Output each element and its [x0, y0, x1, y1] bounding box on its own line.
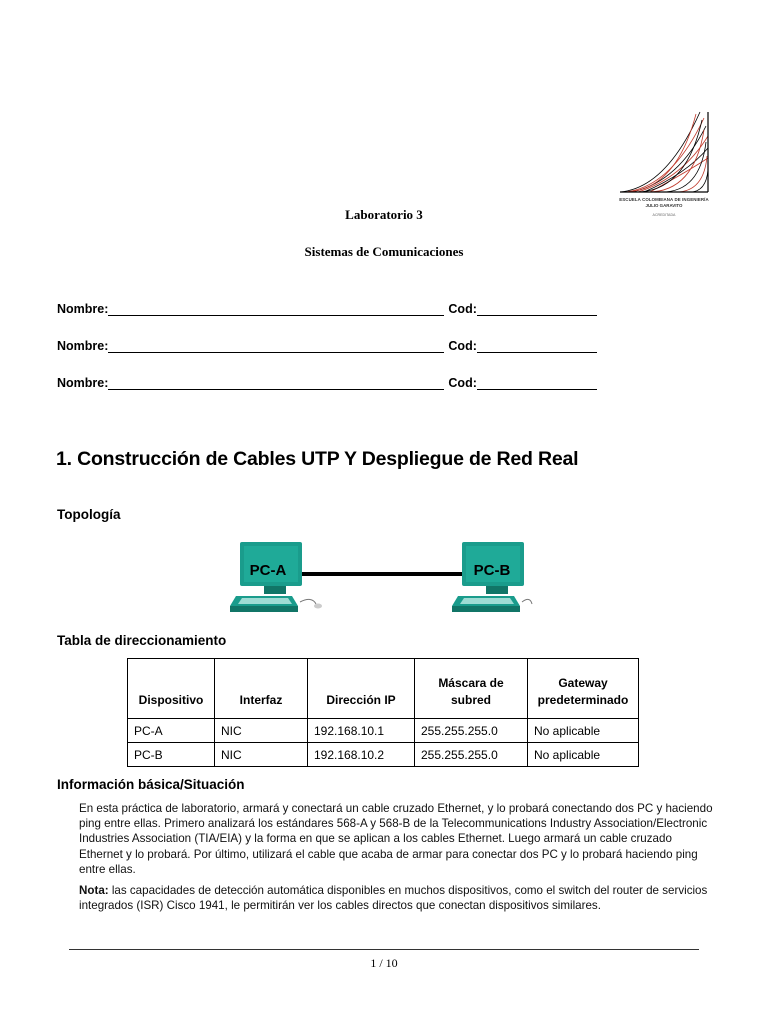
course-title: Sistemas de Comunicaciones — [304, 244, 464, 259]
note-text: las capacidades de detección automática disponibles en muchos dispositivos, como el switch del router de servicios integrados (ISR) Cisco 1941, le permitirán ver los cables directos que conectan dispositivos similares. — [79, 884, 708, 913]
pc-b-label: PC-B — [473, 562, 511, 579]
table-cell: NIC — [215, 719, 308, 743]
cod-label: Cod: — [448, 376, 477, 390]
page-number: 1 / 10 — [370, 956, 398, 970]
student-row — [57, 337, 597, 353]
cod-field[interactable] — [477, 303, 597, 316]
name-field[interactable] — [108, 340, 444, 353]
lab-title: Laboratorio 3 — [345, 207, 423, 222]
section-heading: 1. Construcción de Cables UTP Y Despliegue de Red Real — [56, 448, 579, 470]
logo-text-line1: ESCUELA COLOMBIANA DE INGENIERÍA — [619, 197, 709, 202]
column-header: Máscara de subred — [415, 659, 528, 719]
note-label: Nota: — [79, 884, 109, 897]
topology-diagram — [226, 536, 536, 618]
cod-label: Cod: — [448, 339, 477, 353]
column-header: Dirección IP — [308, 659, 415, 719]
table-cell: 192.168.10.2 — [308, 743, 415, 767]
name-label: Nombre: — [57, 302, 109, 316]
cod-field[interactable] — [477, 340, 597, 353]
note-paragraph — [79, 883, 715, 913]
pc-a-label: PC-A — [249, 562, 287, 579]
table-cell: NIC — [215, 743, 308, 767]
student-row — [57, 300, 597, 316]
table-cell: 255.255.255.0 — [415, 719, 528, 743]
addressing-table-heading: Tabla de direccionamiento — [57, 633, 227, 648]
logo-text-line2: JULIO GARAVITO — [645, 203, 683, 208]
topology-heading: Topología — [57, 507, 121, 522]
name-field[interactable] — [108, 303, 444, 316]
table-header-row — [128, 659, 639, 719]
table-cell: No aplicable — [528, 719, 639, 743]
table-cell: 192.168.10.1 — [308, 719, 415, 743]
student-row — [57, 374, 597, 390]
background-paragraph: En esta práctica de laboratorio, armará y conectará un cable cruzado Ethernet, y lo probará conectando dos PC y haciendo ping entre ellas. Primero analizará los estándares 568-A y 568-B de la Telecommunications Industry Association/Electronic Industries Association (TIA/EIA) y la forma en que se aplican a los cables Ethernet. Luego armará un cable cruzado Ethernet y lo probará. Por último, utilizará el cable que acaba de armar para conectar dos PC y lo probará haciendo ping entre ellas. — [79, 802, 713, 876]
name-label: Nombre: — [57, 376, 109, 390]
table-cell: PC-A — [128, 719, 215, 743]
table-cell: PC-B — [128, 743, 215, 767]
logo-text-line3: ACREDITADA — [652, 213, 676, 217]
cod-label: Cod: — [448, 302, 477, 316]
background-heading: Información básica/Situación — [57, 777, 245, 792]
column-header: Interfaz — [215, 659, 308, 719]
column-header: Gateway predeterminado — [528, 659, 639, 719]
name-label: Nombre: — [57, 339, 109, 353]
cod-field[interactable] — [477, 377, 597, 390]
table-row — [128, 743, 639, 767]
table-cell: 255.255.255.0 — [415, 743, 528, 767]
footer-divider — [69, 949, 699, 950]
column-header: Dispositivo — [128, 659, 215, 719]
addressing-table — [127, 658, 639, 767]
table-row — [128, 719, 639, 743]
table-cell: No aplicable — [528, 743, 639, 767]
name-field[interactable] — [108, 377, 444, 390]
